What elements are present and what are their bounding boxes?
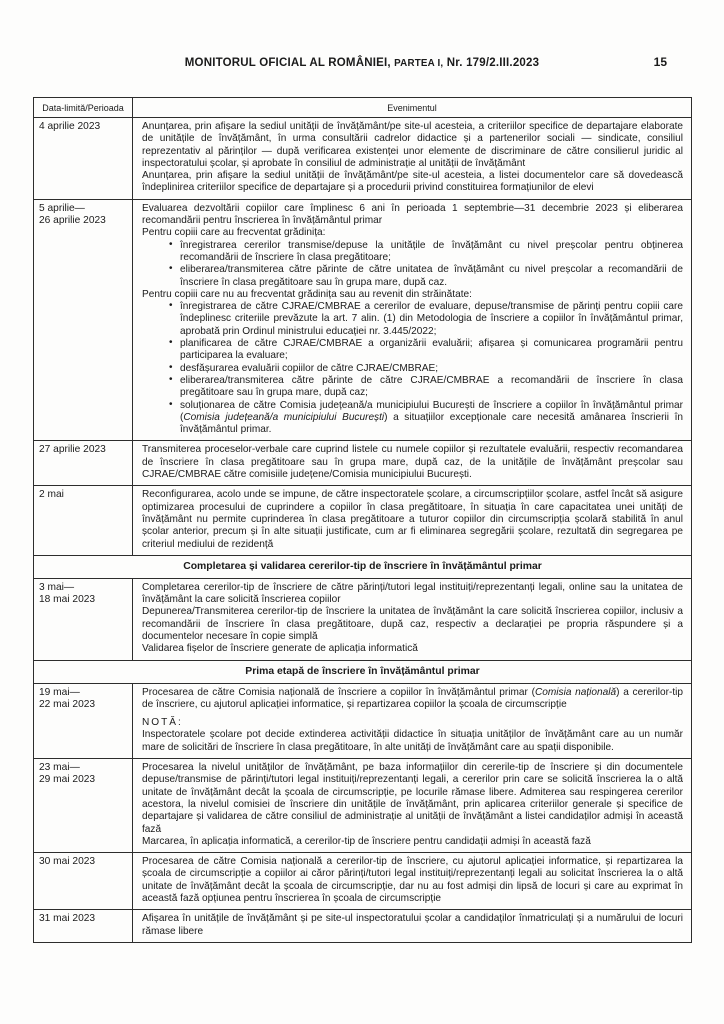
title-main: MONITORUL OFICIAL AL ROMÂNIEI,	[184, 57, 391, 69]
text-run: ) a situațiilor excepționale care necesită amânarea înscrierii în învățământul primar.	[180, 411, 683, 436]
title-part: PARTEA I,	[394, 58, 444, 69]
text-run: planificarea de către CJRAE/CMBRAE a organizării evaluării; afișarea și comunicarea programării pentru participarea la evaluare;	[180, 338, 683, 362]
date-line: 23 mai—	[39, 762, 80, 774]
text-run: desfășurarea evaluării copiilor de către CJRAE/CMBRAE;	[180, 362, 439, 374]
text-run: soluționarea de către Comisia județeană/a municipiului București de înscriere a copiilor în învățământul primar (	[180, 399, 683, 423]
italic-text: Comisia județeană/a municipiului București	[183, 411, 385, 423]
event-cell	[133, 199, 692, 441]
note-label	[142, 717, 683, 729]
date-line: 30 mai 2023	[39, 856, 96, 868]
table-row	[34, 683, 692, 758]
text-run: Transmiterea proceselor-verbale care cuprind listele cu numele copiilor și rezultatele evaluării, respectiv recomandarea de înscriere în clasa pregătitoare sau în grupa mare, după caz, de la unitățile de învățământ preșcolar sau CJRAE/CMBRAE către comisiile județene/Comisia municipiului București.	[142, 444, 683, 481]
text-run: NOTĂ:	[142, 717, 183, 729]
text-run: înregistrarea de către CJRAE/CMBRAE a cererilor de evaluare, depuse/transmise de părinți pentru copiii care îndeplinesc criteriile prevăzute la art. 7 alin. (1) din Metodologia de înscriere a copiilor în învățământul primar, aprobată prin Ordinul ministrului educației nr. 3.445/2022;	[180, 301, 683, 337]
table-row	[34, 441, 692, 486]
text-run: Procesarea de către Comisia națională a cererilor-tip de înscriere, cu ajutorul aplicației informatice, și repartizarea la școala de circumscripție a copiilor ai căror părinți/tutori legal instituiți/reprezentanți legali au solicitat înscrierea la o altă unitate de învățământ decât la școala de circumscripție, dar nu au fost admiși din lipsă de locuri și care au exprimat în această fază opțiunea pentru înscrierea în școala de circumscripție	[142, 856, 683, 905]
paragraph	[142, 836, 683, 848]
event-cell	[133, 486, 692, 555]
text-run: Procesarea de către Comisia națională de înscriere a copiilor în învățământul primar (	[142, 686, 535, 698]
date-cell	[34, 759, 133, 853]
paragraph	[142, 729, 683, 754]
calendar-table-head	[34, 98, 692, 118]
text-run: Validarea fișelor de înscriere generate de aplicația informatică	[142, 643, 418, 655]
date-cell	[34, 441, 133, 486]
text-run: Afișarea în unitățile de învățământ și pe site-ul inspectoratului școlar a candidaților înmatriculați și a numărului de locuri rămase libere	[142, 913, 683, 937]
section-row	[34, 555, 692, 578]
paragraph	[142, 289, 683, 301]
date-cell	[34, 910, 133, 943]
event-cell	[133, 118, 692, 200]
date-cell	[34, 118, 133, 200]
event-cell	[133, 683, 692, 758]
section-title: Completarea și validarea cererilor-tip de înscriere în învățământul primar	[34, 555, 692, 578]
date-line: 19 mai—	[39, 686, 80, 698]
event-cell	[133, 853, 692, 910]
event-cell	[133, 578, 692, 660]
page-title	[0, 57, 724, 69]
date-line: 5 aprilie—	[39, 202, 85, 214]
paragraph	[142, 643, 683, 655]
column-header-date: Data-limită/Perioada	[34, 98, 133, 118]
text-run: Marcarea, în aplicația informatică, a cererilor-tip de înscriere pentru candidații admiși în această fază	[142, 835, 591, 847]
table-row	[34, 759, 692, 853]
paragraph	[142, 170, 683, 195]
paragraph	[142, 444, 683, 481]
paragraph	[142, 606, 683, 643]
paragraph	[142, 913, 683, 938]
event-cell	[133, 759, 692, 853]
text-run: Anunțarea, prin afișare la sediul unității de învățământ/pe site-ul acesteia, a listei documentelor care să dovedească îndeplinirea criteriilor specifice de departajare și a procedurii privind constituirea formațiunilor de elevi	[142, 170, 683, 194]
calendar-table	[33, 97, 692, 943]
table-row	[34, 486, 692, 555]
date-line: 27 aprilie 2023	[39, 444, 106, 456]
paragraph	[142, 489, 683, 550]
text-run: Completarea cererilor-tip de înscriere de către părinți/tutori legal instituiți/reprezentanți legali, online sau la unitatea de învățământ la care solicită înscrierea copiilor	[142, 581, 683, 606]
bullet-item	[142, 400, 683, 437]
text-run: Reconfigurarea, acolo unde se impune, de către inspectoratele școlare, a circumscripțiilor școlare, astfel încât să asigure optimizarea procesului de cuprindere a copiilor în clasa pregătitoare, în situația în care capacitatea unei unități de învățământ nu permite cuprinderea în clasa pregătitoare a tuturor copiilor din circumscripția școlară stabilită în anul școlar anterior, precum și în alte situații justificate, cum ar fi eliminarea segregării școlare, rezultată din segregarea pe criteriul mediului de rezidență	[142, 489, 683, 550]
text-run: Anunțarea, prin afișare la sediul unității de învățământ/pe site-ul acesteia, a criteriilor specifice de departajare elaborate de unitățile de învățământ, în urma consultării cadrelor didactice și a partenerilor sociali — sindicate, consiliul reprezentativ al părinților — după verificarea existenței unor elemente de discriminare de către consilierul juridic al inspectoratului școlar, și aprobate în consiliul de administrație al unității de învățământ	[142, 121, 683, 169]
text-run: Depunerea/Transmiterea cererilor-tip de înscriere la unitatea de învățământ la care solicită înscrierea copiilor, inclusiv a recomandării de înscriere în clasa pregătitoare, după caz, respectiv a declarației pe propria răspundere și a documentelor necesare în copie simplă	[142, 606, 683, 642]
section-title: Prima etapă de înscriere în învățământul primar	[34, 660, 692, 683]
bullet-item	[142, 375, 683, 400]
text-run: Inspectoratele școlare pot decide extinderea activității didactice în situația unităților de învățământ care au un număr mare de solicitări de înscriere în clasa pregătitoare, în alte unități de învățământ care au spații disponibile.	[142, 729, 683, 753]
date-line: 4 aprilie 2023	[39, 121, 101, 132]
paragraph	[142, 203, 683, 228]
page-number: 15	[653, 55, 667, 69]
title-issue-number: Nr. 179/2.III.2023	[446, 57, 540, 69]
text-run: ) a cererilor-tip de înscriere, cu ajutorul aplicației informatice, și repartizarea copiilor la școala de circumscripție	[142, 686, 684, 710]
text-run: Procesarea la nivelul unităților de învățământ, pe baza informațiilor din cererile-tip de înscriere și din documentele depuse/transmise de părinți/tutori legal instituiți/reprezentanți legali, a cererilor prin care se solicită înscrierea la o altă unitate de învățământ decât la școala de circumscripție, pe locurile rămase libere. Admiterea sau respingerea cererilor acestora, la nivelul comisiei de înscriere din unitățile de învățământ, prin aplicarea criteriilor generale și specifice de departajare și validarea de către consiliul de administrație al unității de învățământ a listei candidaților admiși în această fază	[142, 762, 683, 835]
date-line: 2 mai	[39, 489, 64, 501]
text-run: eliberarea/transmiterea către părinte de către CJRAE/CMBRAE a recomandării de înscriere în clasa pregătitoare sau în grupa mare, după caz;	[180, 374, 683, 399]
table-row	[34, 578, 692, 660]
italic-text: Comisia națională	[534, 686, 617, 698]
date-line: 26 aprilie 2023	[39, 215, 106, 227]
masthead	[0, 57, 724, 73]
paragraph	[142, 856, 683, 905]
text-run: înregistrarea cererilor transmise/depuse la unitățile de învățământ cu nivel preșcolar pentru obținerea recomandării de înscriere în clasa pregătitoare;	[180, 239, 683, 263]
date-line: 18 mai 2023	[39, 594, 96, 606]
date-line: 22 mai 2023	[39, 698, 96, 710]
date-cell	[34, 853, 133, 910]
table-row	[34, 910, 692, 943]
event-cell	[133, 441, 692, 486]
bullet-item	[142, 338, 683, 363]
section-row	[34, 660, 692, 683]
table-row	[34, 118, 692, 200]
date-line: 31 mai 2023	[39, 913, 96, 925]
date-cell	[34, 486, 133, 555]
table-row	[34, 853, 692, 910]
bullet-item	[142, 264, 683, 289]
date-cell	[34, 683, 133, 758]
paragraph	[142, 687, 683, 712]
bullet-item	[142, 363, 683, 375]
table-row	[34, 199, 692, 441]
column-header-event: Evenimentul	[133, 98, 692, 118]
date-cell	[34, 199, 133, 441]
timeline-rows	[34, 118, 692, 943]
bullet-item	[142, 240, 683, 265]
text-run: Pentru copiii care au frecventat grădinița:	[142, 227, 326, 239]
text-run: Pentru copiii care nu au frecventat grădinița sau au revenit din străinătate:	[142, 288, 472, 300]
bullet-item	[142, 301, 683, 338]
text-run: Evaluarea dezvoltării copiilor care împlinesc 6 ani în perioada 1 septembrie—31 decembrie 2023 și eliberarea recomandării pentru înscrierea în învățământul primar	[142, 202, 683, 227]
paragraph	[142, 582, 683, 607]
date-cell	[34, 578, 133, 660]
header-row	[34, 98, 692, 118]
event-cell	[133, 910, 692, 943]
paragraph	[142, 227, 683, 239]
paragraph	[142, 121, 683, 170]
text-run: eliberarea/transmiterea către părinte de către unitatea de învățământ cu nivel preșcolar a recomandării de înscriere în clasa pregătitoare sau în grupa mare, după caz.	[180, 264, 683, 288]
date-line: 29 mai 2023	[39, 774, 96, 786]
paragraph	[142, 762, 683, 836]
date-line: 3 mai—	[39, 581, 75, 593]
